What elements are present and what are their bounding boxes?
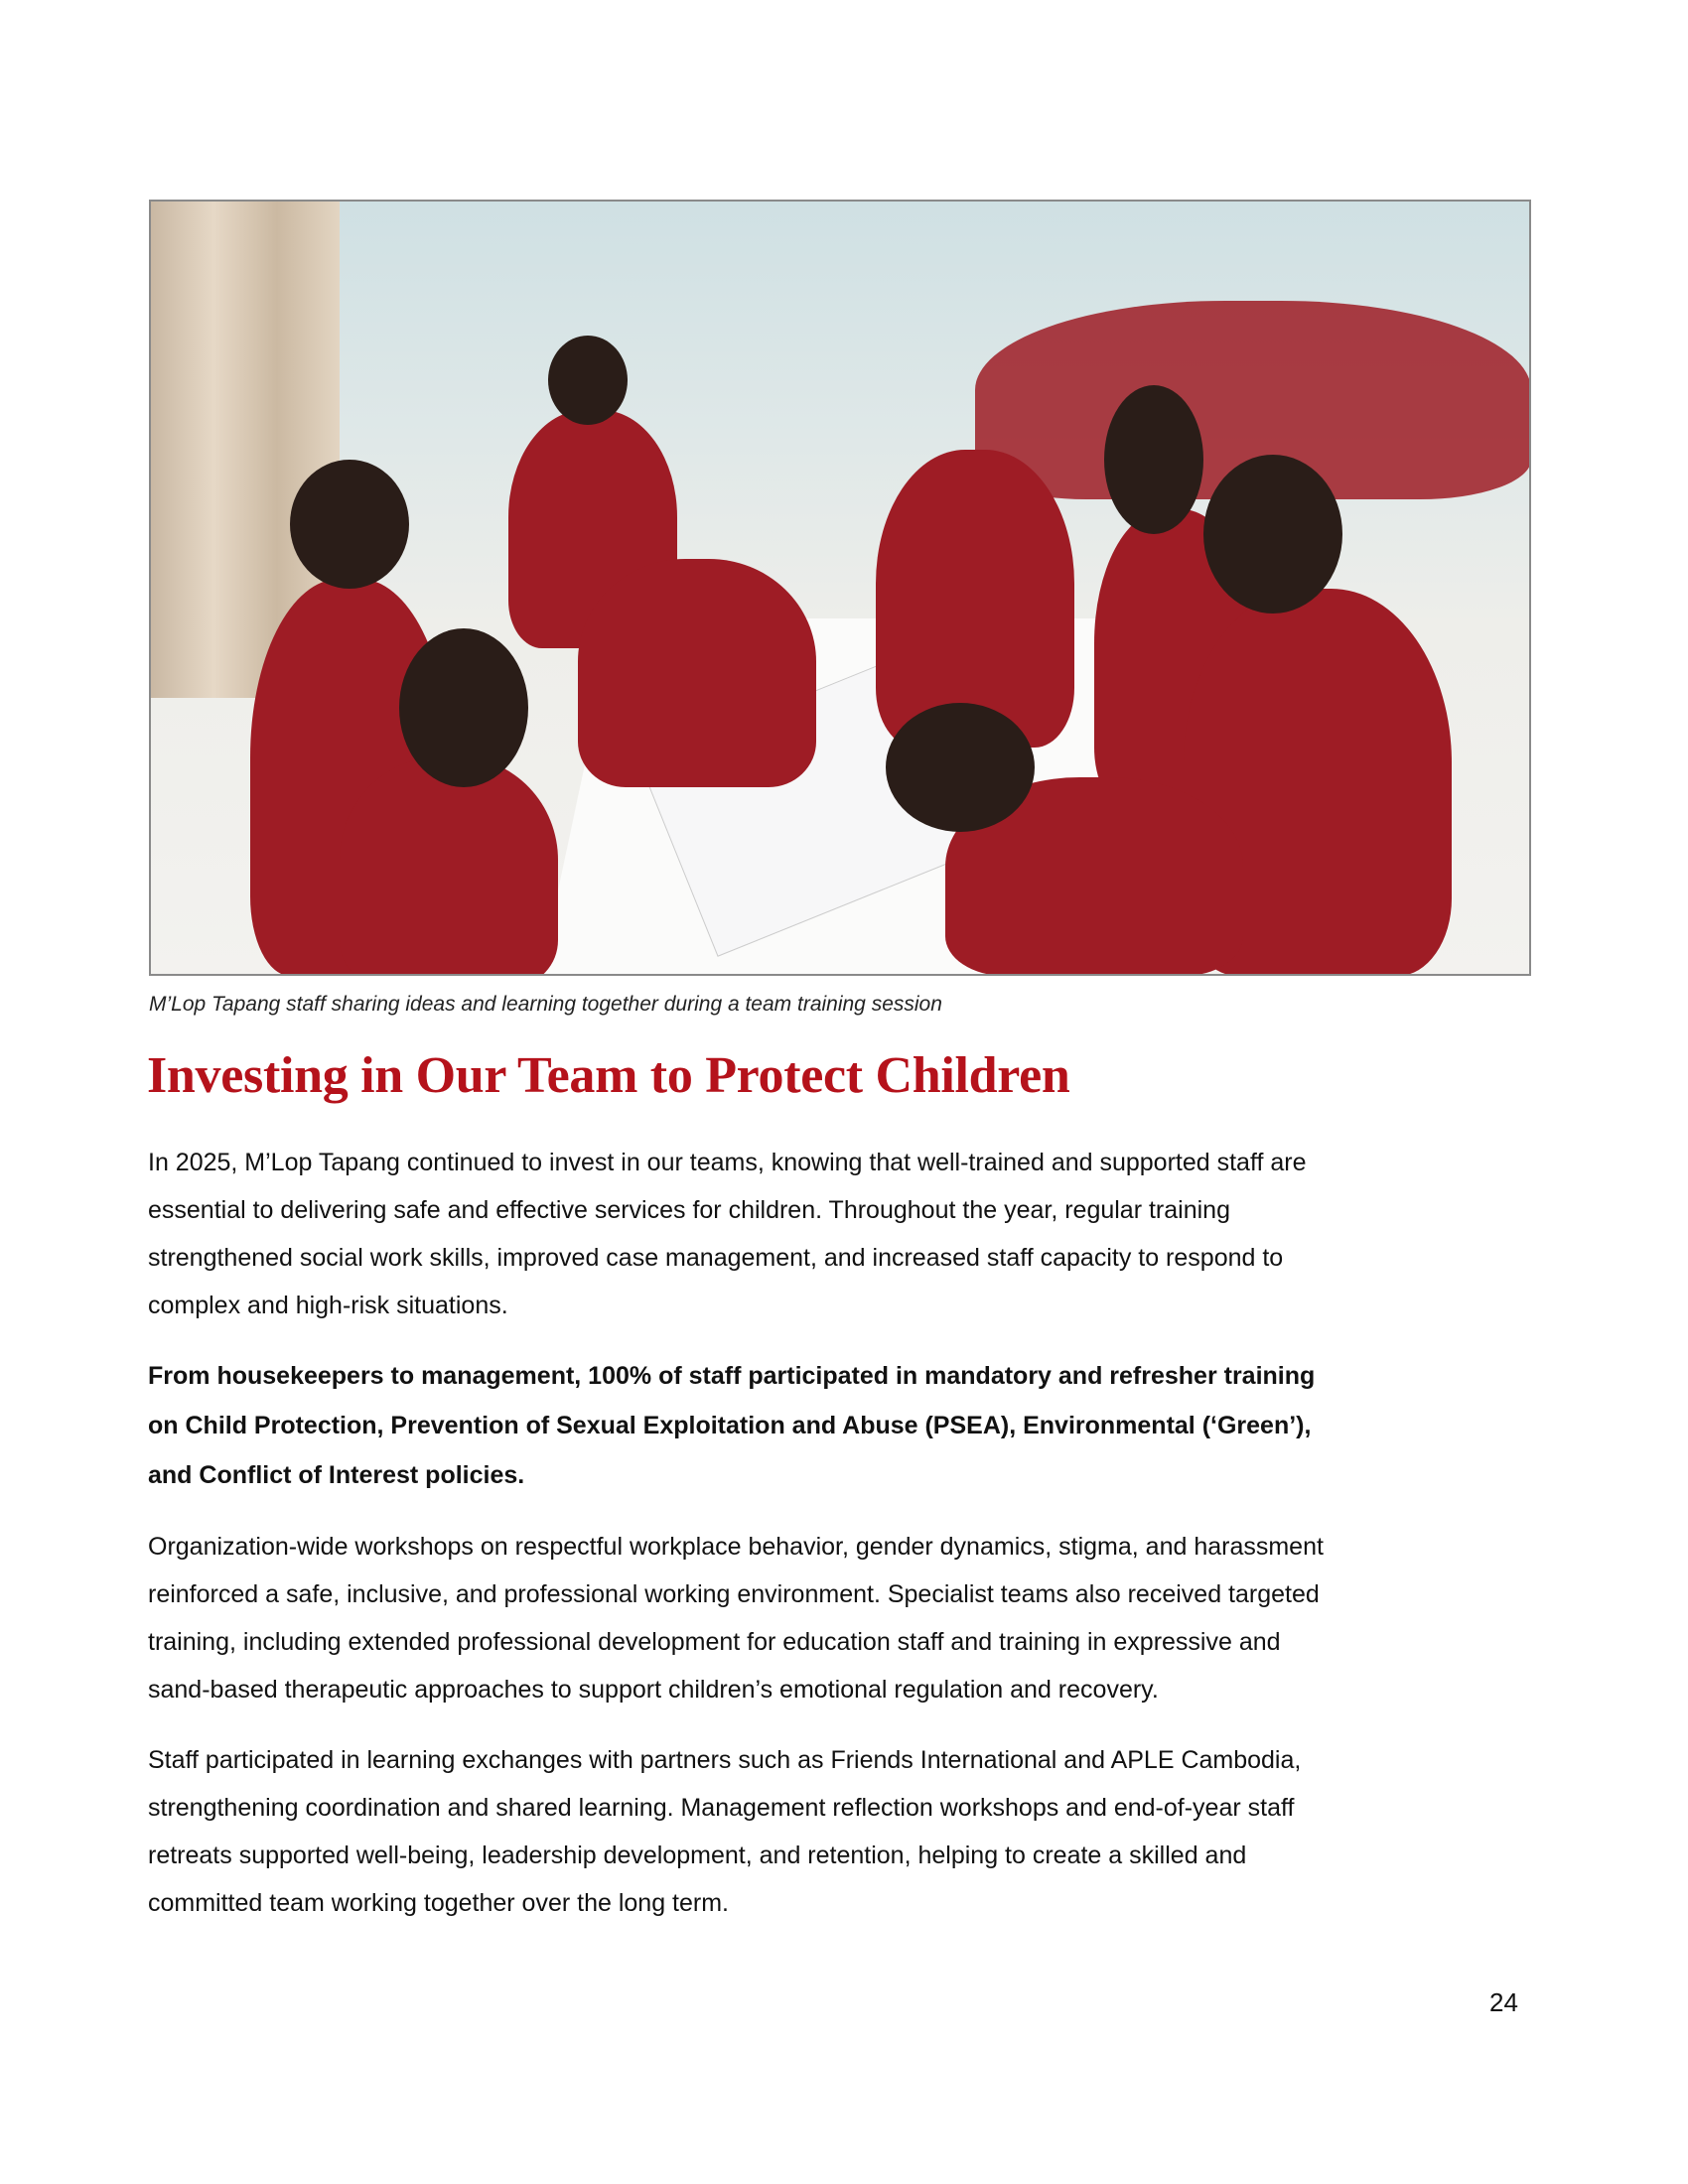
person-head (1203, 455, 1342, 614)
text-line: complex and high-risk situations. (148, 1292, 508, 1319)
text-line: strengthened social work skills, improved case management, and increased staff capacity to respond to (148, 1244, 1284, 1272)
page-number: 24 (1489, 1987, 1518, 2017)
paragraph-exchanges (148, 1736, 1301, 1927)
person-head (1104, 385, 1203, 534)
section-heading: Investing in Our Team to Protect Children (147, 1047, 1070, 1104)
text-line: training, including extended professional development for education staff and training in expressive and (148, 1628, 1281, 1656)
person-head (886, 703, 1035, 832)
person (876, 450, 1074, 748)
text-line: strengthening coordination and shared learning. Management reflection workshops and end-of-year staff (148, 1794, 1295, 1822)
text-line: and Conflict of Interest policies. (148, 1461, 525, 1489)
text-line: on Child Protection, Prevention of Sexual Exploitation and Abuse (PSEA), Environmental (‘Green’), (148, 1412, 1312, 1439)
text-line: Staff participated in learning exchanges with partners such as Friends International and APLE Cambodia, (148, 1746, 1302, 1774)
text-line: sand-based therapeutic approaches to support children’s emotional regulation and recovery. (148, 1676, 1159, 1704)
person-head (290, 460, 409, 589)
text-line: From housekeepers to management, 100% of staff participated in mandatory and refresher training (148, 1362, 1316, 1390)
text-line: retreats supported well-being, leadership development, and retention, helping to create a skilled and (148, 1842, 1247, 1869)
text-line: committed team working together over the long term. (148, 1889, 729, 1917)
text-line: Organization-wide workshops on respectful workplace behavior, gender dynamics, stigma, and harassment (148, 1533, 1324, 1561)
text-line: essential to delivering safe and effective services for children. Throughout the year, regular training (148, 1196, 1230, 1224)
text-line: In 2025, M’Lop Tapang continued to invest in our teams, knowing that well-trained and supported staff are (148, 1149, 1307, 1176)
person-head (548, 336, 628, 425)
person (340, 757, 558, 976)
paragraph-workshops (148, 1523, 1324, 1713)
team-training-photo (149, 200, 1531, 976)
person (578, 559, 816, 787)
text-line: reinforced a safe, inclusive, and professional working environment. Specialist teams also received targeted (148, 1580, 1320, 1608)
paragraph-highlight (148, 1351, 1315, 1500)
paragraph-intro (148, 1139, 1306, 1329)
photo-caption: M’Lop Tapang staff sharing ideas and learning together during a team training session (149, 993, 942, 1016)
person-head (399, 628, 528, 787)
